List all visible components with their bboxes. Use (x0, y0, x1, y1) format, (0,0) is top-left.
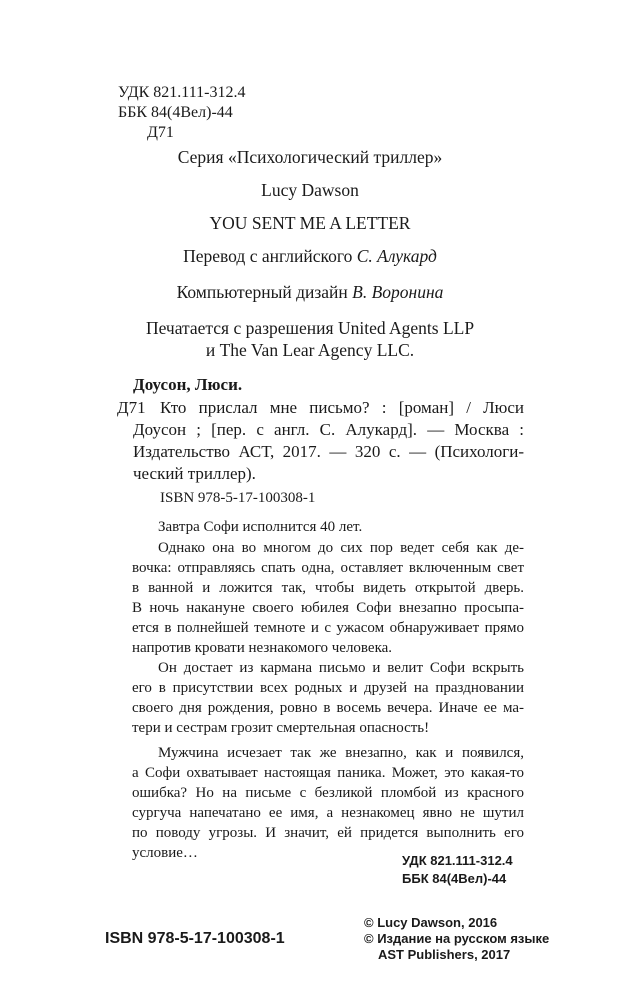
author-mark: Д71 (147, 124, 174, 141)
series-line: Серия «Психологический триллер» (177, 147, 443, 167)
bbk-code: ББК 84(4Вел)-44 (118, 104, 233, 121)
copyright-line-2: © Издание на русском языке (364, 931, 550, 946)
translator-name: С. Алукард (356, 246, 437, 266)
original-author: Lucy Dawson (261, 180, 359, 200)
annotation-line-16: по поводу угрозы. И значит, ей придется выполнить его (132, 825, 524, 841)
annotation-line-11: тери и сестрам грозит смертельная опасность! (132, 720, 430, 736)
udk-code: УДК 821.111-312.4 (118, 84, 246, 101)
bib-line-3: Издательство АСТ, 2017. — 320 с. — (Психологи- (133, 442, 524, 461)
annotation-line-2: Однако она во многом до сих пор ведет себя как де- (158, 540, 524, 556)
bib-heading: Доусон, Люси. (133, 375, 243, 394)
design-credit (0, 281, 620, 303)
copyright-line-1: © Lucy Dawson, 2016 (364, 915, 498, 930)
design-label: Компьютерный дизайн (176, 282, 348, 302)
permission-line-1: Печатается с разрешения United Agents LLP (145, 318, 475, 338)
bottom-isbn: ISBN 978-5-17-100308-1 (105, 930, 285, 947)
copyright-line-3: AST Publishers, 2017 (378, 947, 511, 962)
designer-name: В. Воронина (352, 282, 444, 302)
annotation-line-1: Завтра Софи исполнится 40 лет. (158, 519, 363, 535)
bib-isbn: ISBN 978-5-17-100308-1 (160, 490, 316, 506)
annotation-line-6: ется в полнейшей темноте и с ужасом обнаруживает прямо (132, 620, 524, 636)
translation-label: Перевод с английского (183, 246, 353, 266)
annotation-line-14: ошибка? Но на письме с безликой пломбой из красного (132, 785, 524, 801)
bottom-udk-code: УДК 821.111-312.4 (402, 853, 513, 868)
annotation-line-9: его в присутствии всех родных и друзей на праздновании (132, 680, 524, 696)
bottom-bbk-code: ББК 84(4Вел)-44 (402, 871, 507, 886)
annotation-line-12: Мужчина исчезает так же внезапно, как и появился, (158, 745, 524, 761)
bib-mark: Д71 (117, 398, 146, 417)
annotation-line-13: а Софи охватывает настоящая паника. Может, это какая-то (132, 765, 524, 781)
annotation-line-17: условие… (132, 845, 198, 861)
annotation-line-4: в ванной и ложится так, чтобы видеть открытой дверь. (132, 580, 524, 596)
annotation-line-15: сургуча напечатано ее имя, а незнакомец явно не шутил (132, 805, 524, 821)
annotation-line-7: напротив кровати незнакомого человека. (132, 640, 393, 656)
bib-line-2: Доусон ; [пер. с англ. С. Алукард]. — Москва : (133, 420, 524, 439)
annotation-line-3: вочка: отправляясь спать одна, оставляет включенным свет (132, 560, 524, 576)
permission-line-2: и The Van Lear Agency LLC. (205, 340, 415, 360)
bib-line-4: ческий триллер). (133, 464, 256, 483)
annotation-line-5: В ночь накануне своего юбилея Софи внезапно просыпа- (132, 600, 524, 616)
annotation-line-10: своего дня рождения, ровно в восемь вечера. Иначе ее ма- (132, 700, 524, 716)
annotation-line-8: Он достает из кармана письмо и велит Софи вскрыть (158, 660, 524, 676)
bib-line-1: Кто прислал мне письмо? : [роман] / Люси (160, 398, 524, 417)
original-title: YOU SENT ME A LETTER (209, 213, 411, 233)
translation-credit (0, 245, 620, 267)
